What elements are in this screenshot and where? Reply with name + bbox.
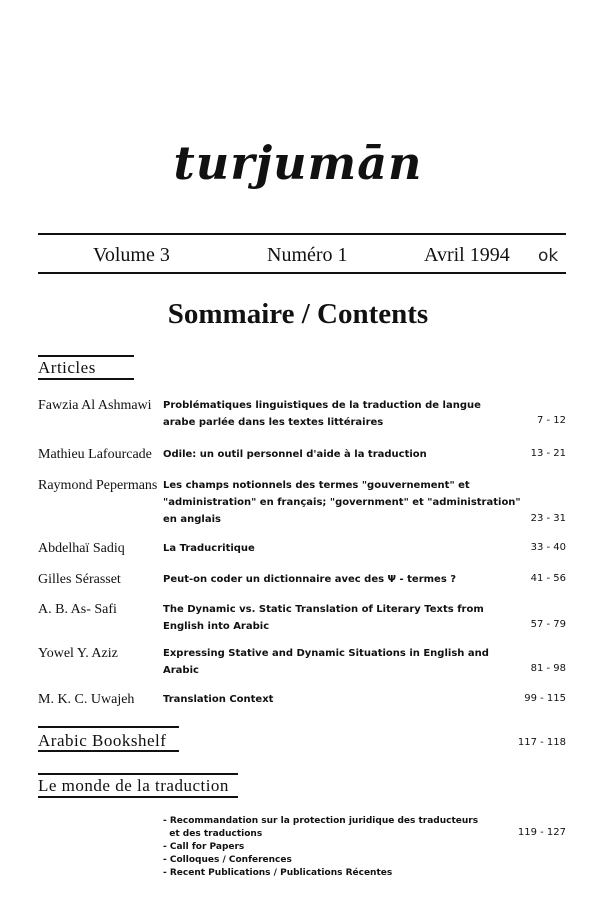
article-pages: 99 - 115 — [524, 693, 566, 704]
article-title: Translation Context — [163, 694, 274, 705]
issue-date: Avril 1994 — [424, 244, 510, 266]
handwritten-ok-mark: ok — [538, 246, 559, 266]
article-title: Les champs notionnels des termes "gouvernement" et "administration" en français; "government" et "administration" en anglais — [163, 480, 521, 525]
article-author: Fawzia Al Ashmawi — [38, 398, 152, 413]
list-item-pages: 119 - 127 — [517, 827, 566, 838]
section-rule-top — [38, 726, 179, 728]
article-pages: 13 - 21 — [530, 448, 566, 459]
article-pages: 41 - 56 — [530, 573, 566, 584]
list-item: - Colloques / Conferences — [163, 855, 292, 865]
article-author: Raymond Pepermans — [38, 478, 158, 493]
section-heading-articles — [38, 358, 96, 378]
section-heading-label: Le monde de la traduction — [38, 776, 229, 795]
section-heading-bookshelf — [38, 731, 166, 751]
list-item: - Recent Publications / Publications Récentes — [163, 868, 393, 878]
article-pages: 81 - 98 — [530, 663, 566, 674]
article-pages: 57 - 79 — [530, 619, 566, 630]
journal-logo: turjumān — [173, 136, 423, 190]
article-author: M. K. C. Uwajeh — [38, 692, 135, 707]
article-author: A. B. As- Safi — [38, 602, 117, 617]
section-heading-monde — [38, 776, 229, 796]
article-author: Gilles Sérasset — [38, 572, 121, 587]
volume-label: Volume 3 — [93, 244, 170, 266]
section-heading-label: Arabic Bookshelf — [38, 731, 167, 750]
article-title: La Traducritique — [163, 543, 255, 554]
header-rule-top — [38, 233, 566, 235]
list-item: - Call for Papers — [163, 842, 245, 852]
article-pages: 7 - 12 — [536, 415, 566, 426]
article-title: The Dynamic vs. Static Translation of Literary Texts from English into Arabic — [163, 604, 484, 632]
article-title: Expressing Stative and Dynamic Situations in English and Arabic — [163, 648, 489, 676]
issue-number: Numéro 1 — [267, 244, 348, 266]
article-author: Yowel Y. Aziz — [38, 646, 118, 661]
article-pages: 33 - 40 — [530, 542, 566, 553]
article-title: Peut-on coder un dictionnaire avec des Ψ - termes ? — [163, 574, 457, 585]
list-item: - Recommandation sur la protection juridique des traducteurs et des traductions — [163, 816, 479, 839]
article-author: Abdelhaï Sadiq — [38, 541, 125, 556]
article-pages: 23 - 31 — [530, 513, 566, 524]
section-rule-top — [38, 355, 134, 357]
bookshelf-pages: 117 - 118 — [517, 737, 566, 748]
header-rule-bottom — [38, 272, 566, 274]
article-title: Problématiques linguistiques de la traduction de langue arabe parlée dans les textes littéraires — [163, 400, 481, 428]
section-rule-bottom — [38, 750, 179, 752]
contents-title: Sommaire / Contents — [167, 298, 429, 330]
article-title: Odile: un outil personnel d'aide à la traduction — [163, 449, 427, 460]
section-rule-top — [38, 773, 238, 775]
section-rule-bottom — [38, 796, 238, 798]
section-rule-bottom — [38, 378, 134, 380]
article-author: Mathieu Lafourcade — [38, 447, 152, 462]
section-heading-label: Articles — [38, 358, 96, 377]
